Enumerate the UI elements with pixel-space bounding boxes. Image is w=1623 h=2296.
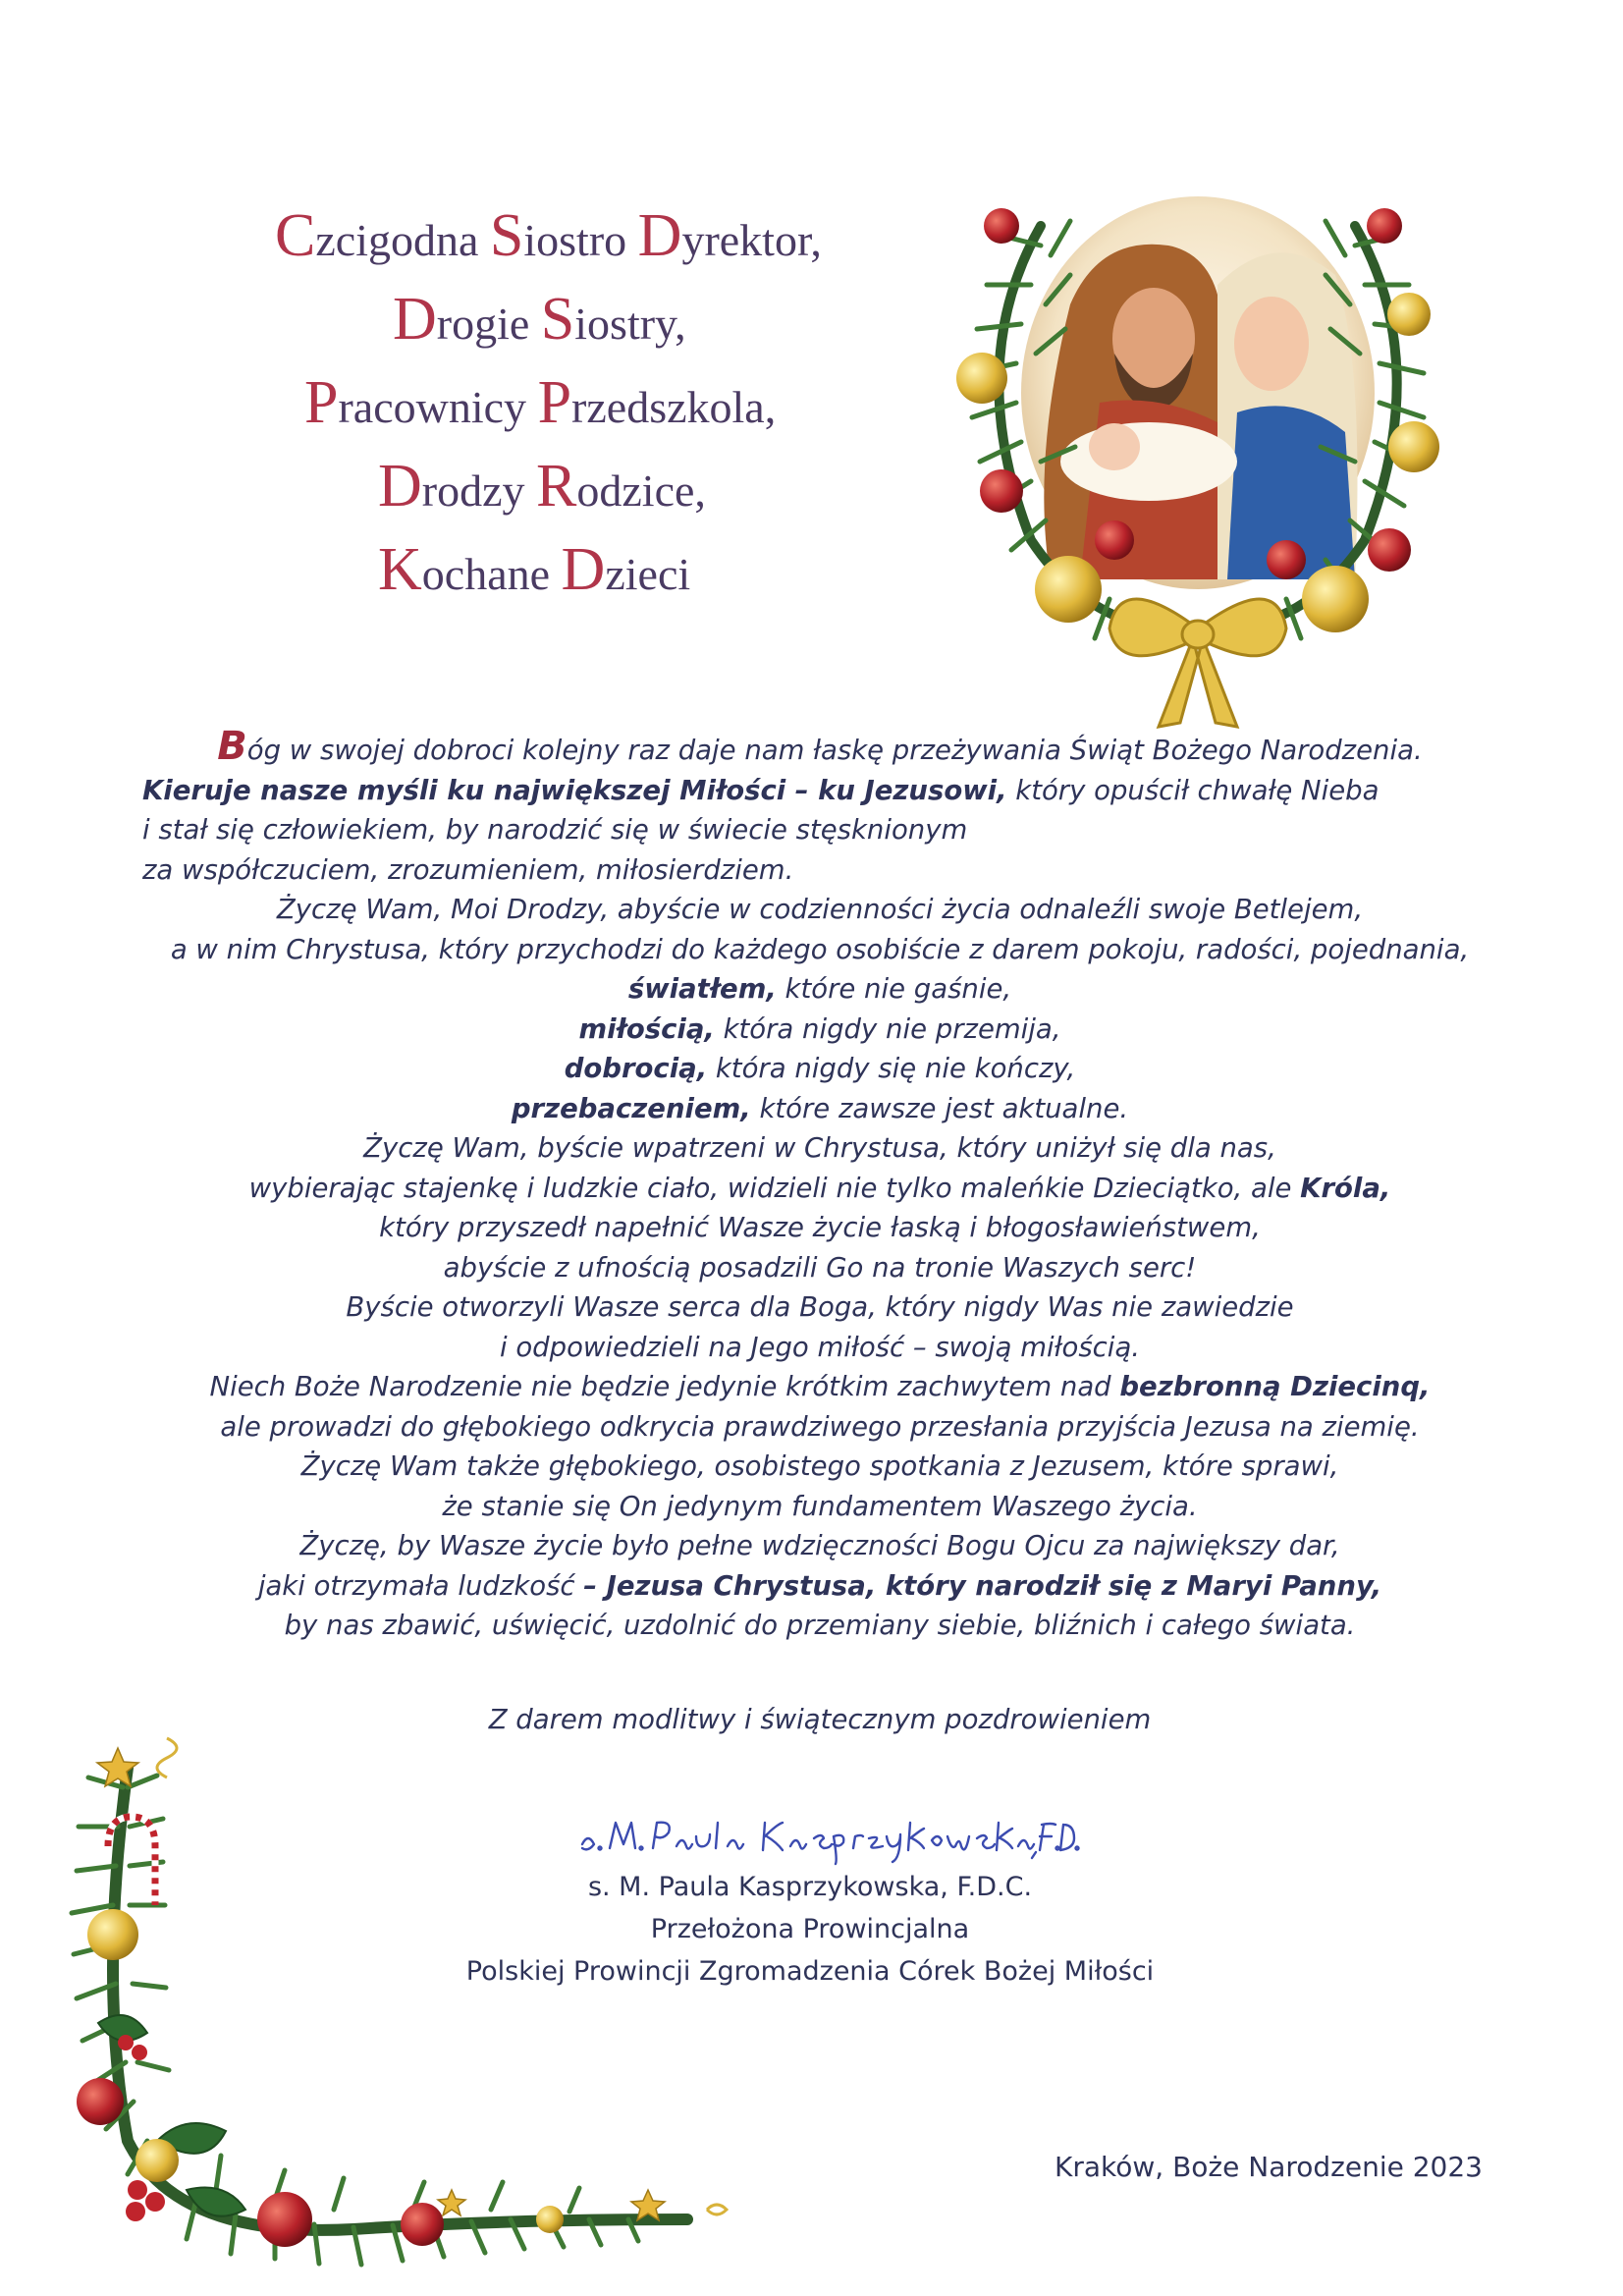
letter-line: za współczuciem, zrozumieniem, miłosierdziem. <box>142 853 794 886</box>
salutation-line <box>196 196 884 280</box>
initial-letter: P <box>537 369 572 436</box>
initial-letter: D <box>378 453 422 519</box>
salutation-word: ochane <box>421 549 562 599</box>
initial-letter: S <box>540 286 575 353</box>
initial-letter: R <box>536 453 577 519</box>
letter-line: miłością, która nigdy nie przemija, <box>578 1012 1061 1045</box>
letter-line: dobrocią, która nigdy się nie kończy, <box>564 1053 1076 1084</box>
salutation-word: rodzy <box>421 465 537 516</box>
initial-letter: D <box>637 202 682 269</box>
salutation-word: rogie <box>436 299 541 349</box>
initial-letter: P <box>304 369 339 436</box>
letter-line: a w nim Chrystusa, który przychodzi do każdego osobiście z darem pokoju, radości, pojednania, <box>170 933 1470 965</box>
letter-line: jaki otrzymała ludzkość – Jezusa Chrystusa, który narodził się z Maryi Panny, <box>257 1569 1382 1602</box>
letter-line: Życzę Wam, Moi Drodzy, abyście w codzienności życia odnaleźli swoje Betlejem, <box>276 894 1364 925</box>
initial-letter: C <box>275 202 316 269</box>
initial-letter: K <box>378 536 422 603</box>
salutation-word: odzice, <box>576 465 706 516</box>
salutation-word: zieci <box>605 549 691 599</box>
letter-line: Byście otworzyli Wasze serca dla Boga, który nigdy Was nie zawiedzie <box>346 1291 1294 1323</box>
letter-line: Niech Boże Narodzenie nie będzie jedynie krótkim zachwytem nad bezbronną Dziecinq, <box>209 1371 1431 1402</box>
letter-line: i odpowiedzieli na Jego miłość – swoją miłością. <box>499 1331 1141 1363</box>
initial-letter: B <box>217 724 247 769</box>
letter-line: przebaczeniem, które zawsze jest aktualne. <box>511 1092 1129 1124</box>
letter-line: ale prowadzi do głębokiego odkrycia prawdziwego przesłania przyjścia Jezusa na ziemię. <box>220 1410 1420 1443</box>
closing-greeting: Z darem modlitwy i świątecznym pozdrowieniem <box>488 1704 1152 1735</box>
letter-line: Życzę Wam, byście wpatrzeni w Chrystusa, który uniżył się dla nas, <box>363 1132 1276 1164</box>
letter-line: który przyszedł napełnić Wasze życie łaską i błogosławieństwem, <box>379 1212 1261 1243</box>
initial-letter: D <box>561 536 606 603</box>
salutation-word: racownicy <box>338 382 538 432</box>
signer-name: s. M. Paula Kasprzykowska, F.D.C. <box>587 1872 1033 1902</box>
salutation <box>196 196 884 614</box>
letter-line: i stał się człowiekiem, by narodzić się w świecie stęsknionym <box>142 814 968 846</box>
initial-letter: D <box>393 286 437 353</box>
letter-line: że stanie się On jedynym fundamentem Waszego życia. <box>442 1490 1198 1522</box>
salutation-line <box>196 530 884 614</box>
letter-line: wybierając stajenkę i ludzkie ciało, widzieli nie tylko maleńkie Dzieciątko, ale Króla, <box>248 1172 1391 1204</box>
salutation-line <box>196 280 884 363</box>
signer-organization: Polskiej Prowincji Zgromadzenia Córek Bożej Miłości <box>465 1956 1155 1987</box>
letter-line: Życzę, by Wasze życie było pełne wdzięczności Bogu Ojcu za największy dar, <box>299 1530 1340 1561</box>
salutation-word: rzedszkola, <box>571 382 777 432</box>
letter-line: Kieruje nasze myśli ku największej Miłości – ku Jezusowi, który opuścił chwałę Nieba <box>142 774 1380 806</box>
letter-line: Bóg w swojej dobroci kolejny raz daje nam łaskę przeżywania Świąt Bożego Narodzenia. <box>217 724 1423 769</box>
salutation-word: yrektor, <box>681 215 822 265</box>
christmas-garland-image <box>39 1728 746 2278</box>
letter-line: abyście z ufnością posadzili Go na tronie Waszych serc! <box>443 1251 1197 1284</box>
salutation-word: iostro <box>523 215 638 265</box>
letter-body <box>118 724 1522 1646</box>
initial-letter: S <box>489 202 524 269</box>
salutation-line <box>196 447 884 530</box>
nativity-wreath-image <box>923 167 1473 737</box>
letter-line: Życzę Wam także głębokiego, osobistego spotkania z Jezusem, które sprawi, <box>300 1450 1339 1482</box>
salutation-word: zcigodna <box>315 215 490 265</box>
place-date: Kraków, Boże Narodzenie 2023 <box>1055 2151 1483 2183</box>
letter-line: by nas zbawić, uświęcić, uzdolnić do przemiany siebie, bliźnich i całego świata. <box>284 1610 1356 1641</box>
letter-line: światłem, które nie gaśnie, <box>627 973 1012 1005</box>
salutation-line <box>196 363 884 447</box>
salutation-word: iostry, <box>574 299 686 349</box>
signer-role: Przełożona Prowincjalna <box>650 1914 970 1944</box>
